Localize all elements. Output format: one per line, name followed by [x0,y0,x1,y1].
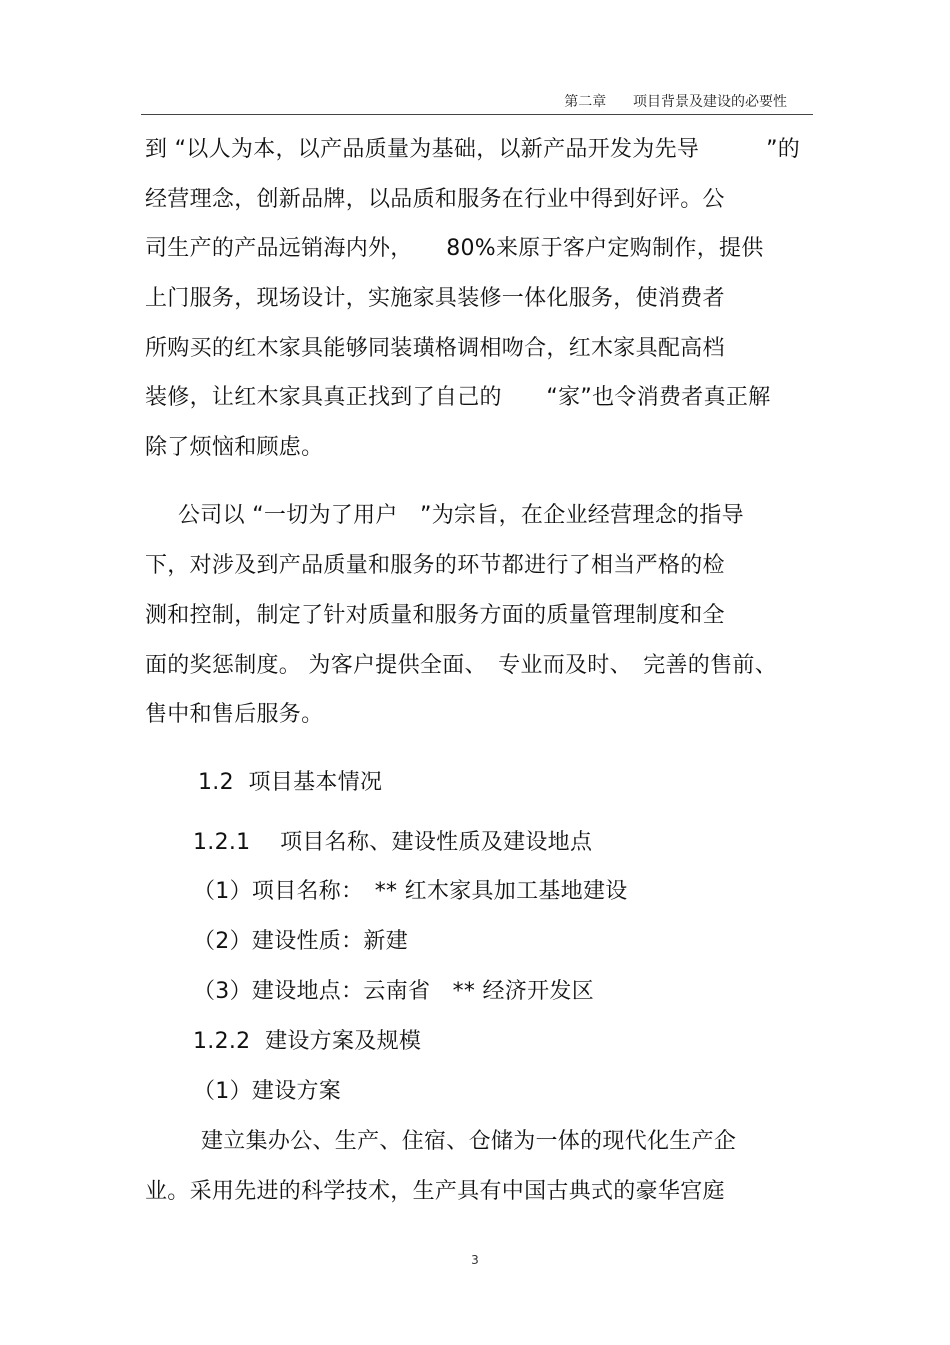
paragraph-1-line: 装修，让红木家具真正找到了自己的 “家”也令消费者真正解 [145,385,771,410]
paragraph-1-line: 除了烦恼和顾虑。 [145,435,324,460]
subsection-heading: 1.2.1 项目名称、建设性质及建设地点 [193,830,593,855]
paragraph-1-line: 到 “以人为本，以产品质量为基础，以新产品开发为先导 ”的 [145,137,801,162]
list-item: （3）建设地点：云南省 ** 经济开发区 [193,979,594,1004]
list-item: （1）建设方案 [193,1079,342,1104]
header-divider [141,114,813,115]
paragraph-2-line: 售中和售后服务。 [145,702,324,727]
paragraph-1-line: 上门服务，现场设计，实施家具装修一体化服务，使消费者 [145,286,725,311]
header-title: 项目背景及建设的必要性 [633,94,787,110]
section-heading: 1.2 项目基本情况 [198,770,383,795]
paragraph-1-line: 司生产的产品远销海内外， 80%来原于客户定购制作，提供 [145,236,764,261]
paragraph-3-line: 业。采用先进的科学技术，生产具有中国古典式的豪华宫庭 [145,1179,725,1204]
subsection-heading: 1.2.2 建设方案及规模 [193,1029,422,1054]
header-chapter: 第二章 [564,94,607,110]
paragraph-1-line: 经营理念，创新品牌，以品质和服务在行业中得到好评。公 [145,187,725,212]
list-item: （2）建设性质：新建 [193,929,408,954]
list-item: （1）项目名称： ** 红木家具加工基地建设 [193,879,628,904]
paragraph-2-line: 公司以 “一切为了用户 ”为宗旨，在企业经营理念的指导 [178,503,744,528]
page-number: 3 [471,1253,479,1267]
paragraph-3-line: 建立集办公、生产、住宿、仓储为一体的现代化生产企 [201,1129,737,1154]
paragraph-2-line: 测和控制，制定了针对质量和服务方面的质量管理制度和全 [145,603,725,628]
running-header [0,91,787,111]
paragraph-2-line: 面的奖惩制度。 为客户提供全面、 专业而及时、 完善的售前、 [145,653,777,678]
paragraph-2-line: 下，对涉及到产品质量和服务的环节都进行了相当严格的检 [145,553,725,578]
paragraph-1-line: 所购买的红木家具能够同装璜格调相吻合，红木家具配高档 [145,336,725,361]
